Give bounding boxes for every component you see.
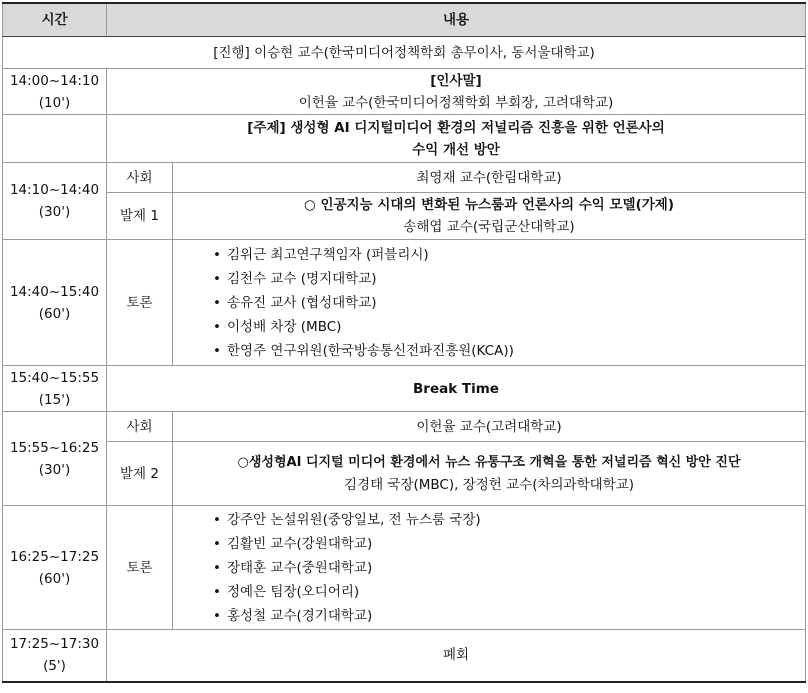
opening-time: 14:00~14:10 — [9, 72, 100, 89]
theme-content — [107, 115, 806, 163]
session1-presenter: 송해엽 교수(국립군산대학교) — [403, 219, 575, 235]
list-item: • 이성배 차장 (MBC) — [227, 315, 799, 339]
list-item: • 홍성철 교수(경기대학교) — [227, 604, 799, 628]
session2-chair-row — [3, 412, 806, 442]
break-duration: (15') — [38, 391, 71, 408]
discussion1-duration: (60') — [38, 305, 71, 322]
opening-duration: (10') — [38, 94, 71, 111]
opening-speaker: 이헌율 교수(한국미디어정책학회 부회장, 고려대학교) — [298, 94, 614, 111]
session2-presenter-cell — [173, 442, 806, 506]
session1-chair-label: 사회 — [107, 163, 173, 193]
list-item: • 장태훈 교수(중원대학교) — [227, 556, 799, 580]
discussion1-list — [205, 243, 799, 363]
discussion1-time-cell — [3, 240, 107, 366]
session1-presenter-cell — [173, 193, 806, 240]
discussion2-label: 토론 — [107, 506, 173, 630]
session2-chair: 이헌율 교수(고려대학교) — [173, 412, 806, 442]
session2-presenter: 김경태 국장(MBC), 장정헌 교수(차의과학대학교) — [343, 476, 635, 493]
list-item: • 김활빈 교수(강원대학교) — [227, 532, 799, 556]
opening-row — [3, 69, 806, 115]
break-time: 15:40~15:55 — [9, 369, 100, 386]
discussion2-duration: (60') — [38, 570, 71, 587]
break-time-cell — [3, 366, 107, 412]
session2-time: 15:55~16:25 — [9, 439, 100, 456]
discussion2-list — [205, 508, 799, 628]
list-item: • 김천수 교수 (명지대학교) — [227, 267, 799, 291]
session2-topic: ○생성형AI 디지털 미디어 환경에서 뉴스 유통구조 개혁을 통한 저널리즘 혁신 방안 진단 — [237, 454, 741, 470]
moderator-row — [3, 37, 806, 69]
list-item: • 김위근 최고연구책임자 (퍼블리시) — [227, 243, 799, 267]
opening-content — [107, 69, 806, 115]
discussion2-list-cell — [173, 506, 806, 630]
closing-time: 17:25~17:30 — [9, 636, 100, 653]
list-item: • 송유진 교사 (협성대학교) — [227, 291, 799, 315]
closing-label: 폐회 — [107, 630, 806, 682]
discussion2-row — [3, 506, 806, 630]
header-row — [3, 3, 806, 37]
opening-time-cell — [3, 69, 107, 115]
moderator: [진행] 이승현 교수(한국미디어정책학회 총무이사, 동서울대학교) — [3, 37, 806, 69]
closing-time-cell — [3, 630, 107, 682]
list-item: • 강주안 논설위원(중앙일보, 전 뉴스룸 국장) — [227, 508, 799, 532]
session2-duration: (30') — [38, 461, 71, 478]
session1-presenter-row — [3, 193, 806, 240]
discussion1-time: 14:40~15:40 — [9, 283, 100, 300]
session1-time-cell — [3, 163, 107, 240]
session1-chair: 최영재 교수(한림대학교) — [173, 163, 806, 193]
header-content: 내용 — [107, 3, 806, 37]
break-label: Break Time — [107, 366, 806, 412]
discussion2-time-cell — [3, 506, 107, 630]
opening-title: [인사말] — [430, 72, 482, 89]
discussion1-list-cell — [173, 240, 806, 366]
closing-row — [3, 630, 806, 682]
session1-presenter-label: 발제 1 — [107, 193, 173, 240]
header-time: 시간 — [3, 3, 107, 37]
list-item: • 한영주 연구위원(한국방송통신전파진흥원(KCA)) — [227, 339, 799, 363]
session1-duration: (30') — [38, 204, 71, 220]
theme-time-empty — [3, 115, 107, 163]
session2-chair-label: 사회 — [107, 412, 173, 442]
discussion1-label: 토론 — [107, 240, 173, 366]
session1-topic: ○ 인공지능 시대의 변화된 뉴스룸과 언론사의 수익 모델(가제) — [303, 197, 674, 213]
discussion2-time: 16:25~17:25 — [9, 548, 100, 565]
closing-duration: (5') — [43, 658, 66, 675]
session1-chair-row — [3, 163, 806, 193]
break-row — [3, 366, 806, 412]
schedule-table — [2, 2, 806, 683]
list-item: • 정예은 팀장(오디어리) — [227, 580, 799, 604]
session2-time-cell — [3, 412, 107, 506]
session2-presenter-row — [3, 442, 806, 506]
theme-row — [3, 115, 806, 163]
theme-line2: 수익 개선 방안 — [412, 141, 500, 158]
theme-line1: [주제] 생성형 AI 디지털미디어 환경의 저널리즘 진흥을 위한 언론사의 — [247, 119, 665, 136]
discussion1-row — [3, 240, 806, 366]
session1-time: 14:10~14:40 — [9, 182, 100, 198]
session2-presenter-label: 발제 2 — [107, 442, 173, 506]
